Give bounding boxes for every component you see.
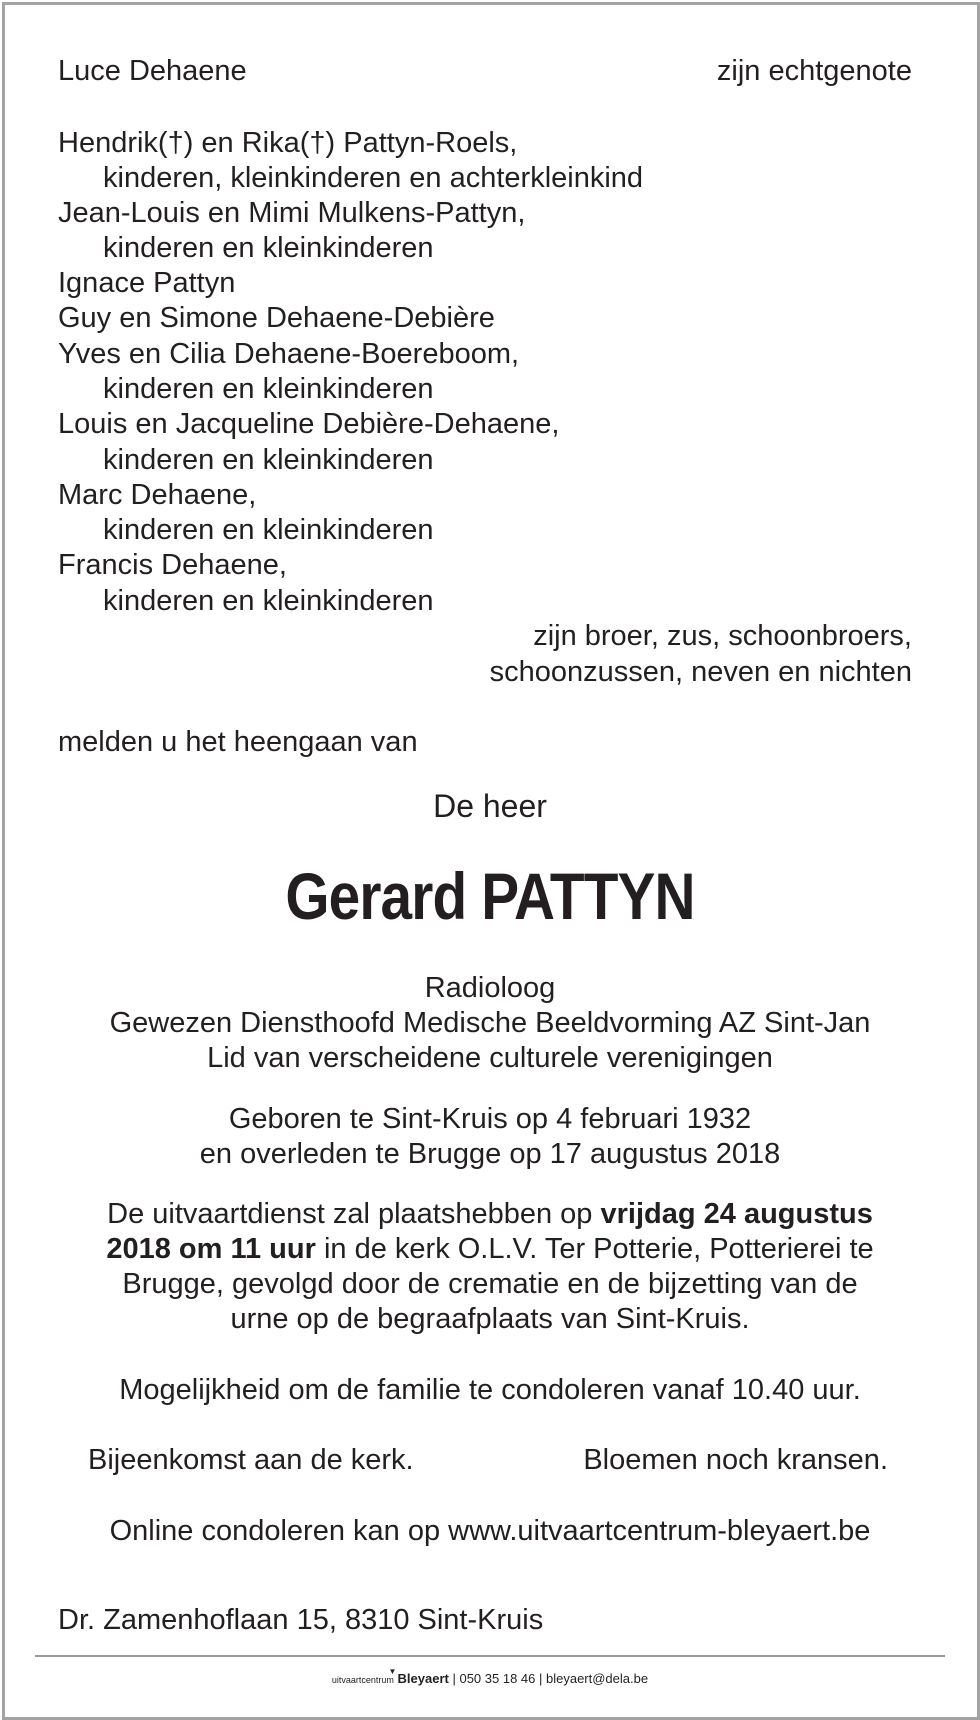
family-relation-line2: schoonzussen, neven en nichten	[489, 656, 912, 688]
family-line: Louis en Jacqueline Debière-Dehaene,	[58, 408, 560, 440]
footer-divider	[35, 1655, 945, 1657]
footer-brand-text: Bleyaert	[397, 1671, 449, 1686]
family-line: kinderen en kleinkinderen	[103, 514, 434, 546]
service-line: Brugge, gevolgd door de crematie en de bijzetting van de	[122, 1268, 858, 1300]
family-line: Ignace Pattyn	[58, 267, 236, 299]
birth-line: Geboren te Sint-Kruis op 4 februari 1932	[228, 1103, 752, 1135]
condolence-info: Mogelijkheid om de familie te condoleren vanaf 10.40 uur.	[119, 1374, 861, 1406]
service-line: urne op de begraafplaats van Sint-Kruis.	[230, 1303, 750, 1335]
online-condolence: Online condoleren kan op www.uitvaartcentrum-bleyaert.be	[109, 1515, 871, 1547]
family-line: Francis Dehaene,	[58, 549, 287, 581]
family-line: kinderen en kleinkinderen	[103, 232, 434, 264]
family-line: kinderen en kleinkinderen	[103, 373, 434, 405]
footer: uitvaartcentrum ▼ Bleyaert | 050 35 18 46 | bleyaert@dela.be	[0, 1670, 980, 1689]
announcement: melden u het heengaan van	[58, 726, 418, 758]
service-text: in de kerk O.L.V. Ter Potterie, Potterierei te	[315, 1233, 874, 1265]
title-line: Lid van verscheidene culturele verenigingen	[207, 1042, 773, 1074]
service-date: vrijdag 24 augustus	[600, 1198, 873, 1230]
family-line: Hendrik(†) en Rika(†) Pattyn-Roels,	[58, 127, 518, 159]
brand-mark-icon: ▼	[388, 1667, 397, 1676]
footer-email[interactable]: bleyaert@dela.be	[545, 1671, 649, 1686]
family-line: kinderen, kleinkinderen en achterkleinkind	[103, 162, 644, 194]
family-relation-line1: zijn broer, zus, schoonbroers,	[533, 620, 912, 652]
spouse-name: Luce Dehaene	[58, 55, 247, 87]
family-line: Yves en Cilia Dehaene-Boereboom,	[58, 338, 520, 370]
gathering-note: Bijeenkomst aan de kerk.	[88, 1444, 414, 1476]
family-line: Marc Dehaene,	[58, 479, 257, 511]
footer-phone: 050 35 18 46	[459, 1671, 536, 1686]
family-line: Jean-Louis en Mimi Mulkens-Pattyn,	[58, 197, 526, 229]
spouse-relation: zijn echtgenote	[716, 55, 912, 87]
salutation: De heer	[433, 788, 547, 824]
service-line	[0, 1231, 980, 1267]
service-time: 2018 om 11 uur	[106, 1233, 316, 1265]
deceased-name: Gerard PATTYN	[285, 859, 695, 933]
flowers-note: Bloemen noch kransen.	[583, 1444, 888, 1476]
family-line: Guy en Simone Dehaene-Debière	[58, 302, 495, 334]
address: Dr. Zamenhoflaan 15, 8310 Sint-Kruis	[58, 1604, 544, 1636]
family-line: kinderen en kleinkinderen	[103, 585, 434, 617]
family-line: kinderen en kleinkinderen	[103, 444, 434, 476]
title-line: Gewezen Diensthoofd Medische Beeldvorming AZ Sint-Jan	[109, 1007, 871, 1039]
death-line: en overleden te Brugge op 17 augustus 2018	[199, 1138, 781, 1170]
footer-brand	[388, 1667, 449, 1686]
service-text: De uitvaartdienst zal plaatshebben op	[107, 1198, 601, 1230]
footer-prefix: uitvaartcentrum	[331, 1675, 394, 1685]
service-line	[0, 1196, 980, 1232]
title-line: Radioloog	[424, 972, 556, 1004]
